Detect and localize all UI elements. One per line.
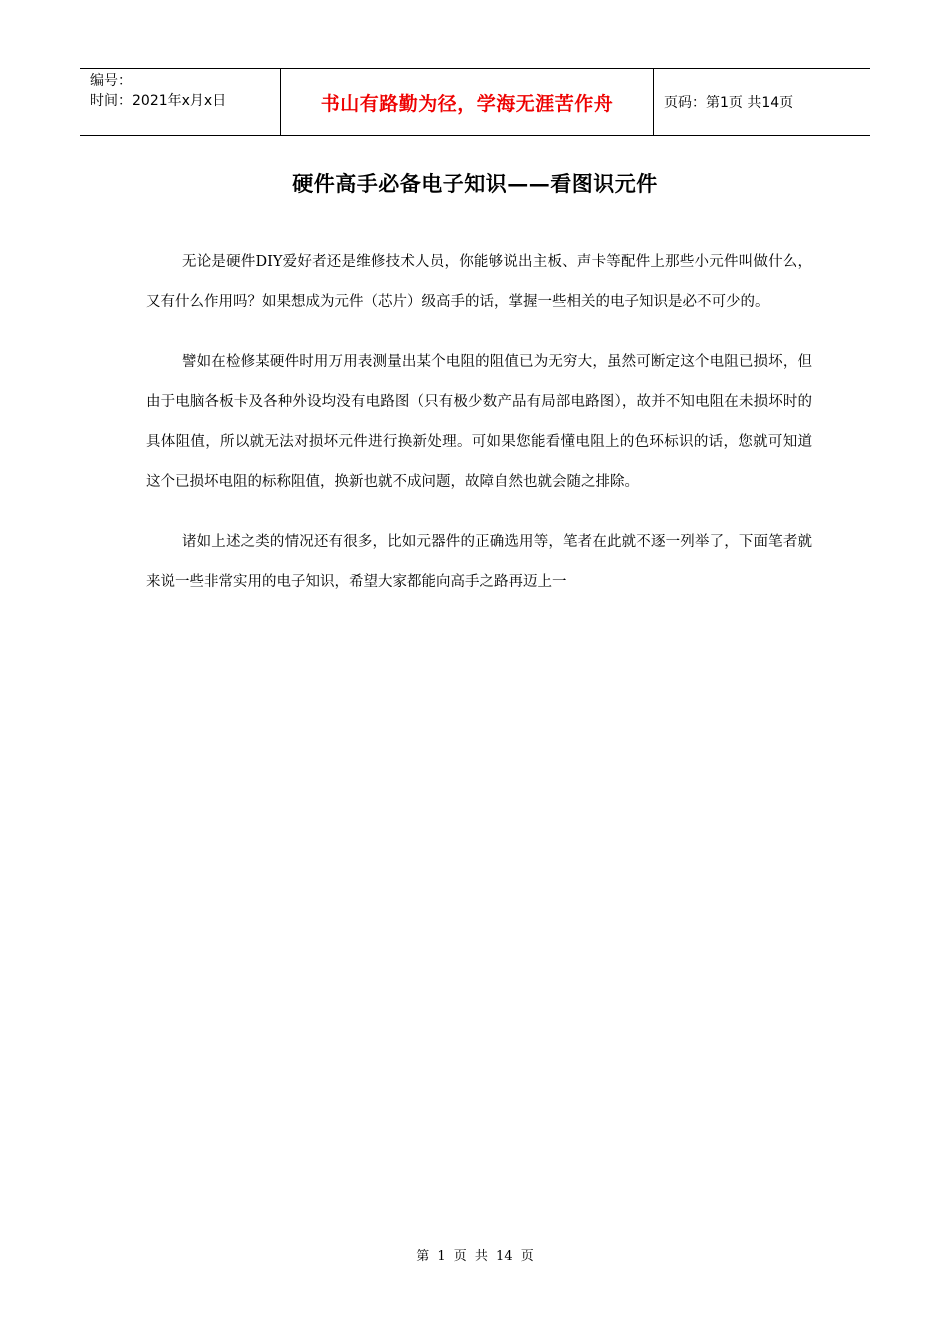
- paragraph-2: 譬如在检修某硬件时用万用表测量出某个电阻的阻值已为无穷大，虽然可断定这个电阻已损坏，但由于电脑各板卡及各种外设均没有电路图（只有极少数产品有局部电路图），故并不知电阻在未损坏时的具体阻值，所以就无法对损坏元件进行换新处理。可如果您能看懂电阻上的色环标识的话，您就可知道这个已损坏电阻的标称阻值，换新也就不成问题，故障自然也就会随之排除。: [146, 354, 812, 490]
- header-page-cell: [654, 69, 870, 135]
- paragraph-1: 无论是硬件DIY爱好者还是维修技术人员，你能够说出主板、声卡等配件上那些小元件叫做什么，又有什么作用吗？如果想成为元件（芯片）级高手的话，掌握一些相关的电子知识是必不可少的。: [146, 254, 812, 310]
- header-meta-cell: [80, 69, 281, 135]
- paragraph-3: 诸如上述之类的情况还有很多，比如元器件的正确选用等，笔者在此就不逐一列举了，下面笔者就来说一些非常实用的电子知识，希望大家都能向高手之路再迈上一: [146, 534, 812, 590]
- page-footer: 第 1 页 共 14 页: [416, 1249, 534, 1264]
- document-title: 硬件高手必备电子知识——看图识元件: [292, 171, 658, 196]
- document-number-label: 编号：: [90, 73, 132, 89]
- header-motto: 书山有路勤为径，学海无涯苦作舟: [320, 92, 614, 115]
- document-time-label: 时间：2021年x月x日: [90, 93, 227, 109]
- header-page-info: 页码：第1页 共14页: [664, 95, 794, 111]
- document-body: [146, 242, 812, 602]
- header-motto-cell: [281, 69, 654, 135]
- header-table: [80, 68, 870, 136]
